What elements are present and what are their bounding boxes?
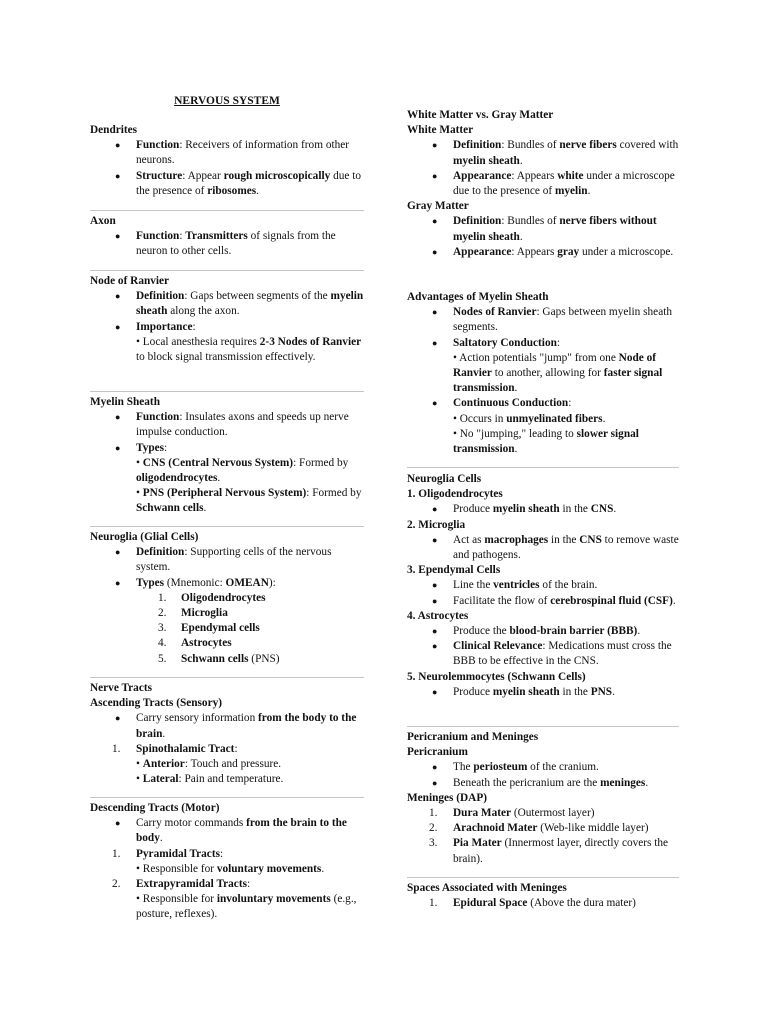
divider xyxy=(90,210,364,211)
bullet-icon: ● xyxy=(115,547,121,558)
list-item: ● Function: Receivers of information from other neurons. xyxy=(115,139,350,167)
subsection-heading: Pericranium xyxy=(407,746,468,759)
list-item: ● Structure: Appear rough microscopically due to the presence of ribosomes. xyxy=(115,169,361,197)
bullet-icon: ● xyxy=(432,216,438,227)
list-item: 1. Epidural Space (Above the dura mater) xyxy=(429,897,636,910)
section-nerve-tracts xyxy=(90,681,364,787)
section-heading: Spaces Associated with Meninges xyxy=(407,882,567,894)
list-item: 2. Microglia xyxy=(158,607,228,620)
bullet-icon: ● xyxy=(432,246,438,257)
bullet-icon: ● xyxy=(432,170,438,181)
list-item: ● Definition: Supporting cells of the nervous system. xyxy=(115,546,332,574)
divider xyxy=(90,270,364,271)
divider xyxy=(90,677,364,678)
section-heading: White Matter vs. Gray Matter xyxy=(407,109,554,121)
bullet-icon: ● xyxy=(432,307,438,318)
list-item: 1. Pyramidal Tracts: • Responsible for voluntary movements. xyxy=(112,847,325,875)
subsection-heading: White Matter xyxy=(407,124,474,137)
subsection-heading: Ascending Tracts (Sensory) xyxy=(90,697,223,710)
section-heading: Neuroglia Cells xyxy=(407,473,482,485)
list-item: ● Produce myelin sheath in the PNS. xyxy=(407,685,679,700)
bullet-icon: ● xyxy=(115,231,121,242)
section-heading: Axon xyxy=(90,215,116,227)
subsection-heading: Meninges (DAP) xyxy=(407,791,488,804)
list-item: 1. Dura Mater (Outermost layer) xyxy=(429,807,595,820)
bullet-icon: ● xyxy=(432,641,438,652)
list-item: 5. Schwann cells (PNS) xyxy=(158,652,280,665)
section-neuroglia-cells xyxy=(407,472,679,700)
divider xyxy=(407,726,679,727)
list-item: ● Facilitate the flow of cerebrospinal fluid (CSF). xyxy=(407,594,679,609)
bullet-icon: ● xyxy=(432,686,438,697)
bullet-icon: ● xyxy=(115,170,121,181)
list-item: ● Function: Transmitters of signals from the neuron to other cells. xyxy=(115,230,336,258)
divider xyxy=(90,526,364,527)
section-heading: Descending Tracts (Motor) xyxy=(90,802,220,814)
section-heading: Neuroglia (Glial Cells) xyxy=(90,531,199,543)
list-item: ● Saltatory Conduction: • Action potentials "jump" from one Node of Ranvier to another, allowing for faster signal transmission. xyxy=(432,336,663,395)
list-item: 4. Astrocytes xyxy=(158,637,232,650)
bullet-icon: ● xyxy=(115,291,121,302)
bullet-icon: ● xyxy=(115,442,121,453)
list-item: ● Nodes of Ranvier: Gaps between myelin sheath segments. xyxy=(432,306,672,334)
bullet-icon: ● xyxy=(432,595,438,606)
bullet-icon: ● xyxy=(115,818,121,829)
list-item: ● Importance: • Local anesthesia requires 2-3 Nodes of Ranvier to block signal transmission effectively. xyxy=(115,320,362,364)
list-item: ● Act as macrophages in the CNS to remove waste and pathogens. xyxy=(432,533,679,562)
section-heading: Pericranium and Meninges xyxy=(407,731,539,743)
section-neuroglia xyxy=(90,530,364,667)
section-axon xyxy=(90,214,364,260)
list-item: ● Line the ventricles of the brain. xyxy=(407,578,679,593)
divider xyxy=(90,797,364,798)
list-item: ● Definition: Bundles of nerve fibers covered with myelin sheath. xyxy=(432,139,679,167)
section-dendrites xyxy=(90,123,364,199)
list-item: ● Function: Insulates axons and speeds up nerve impulse conduction. xyxy=(115,411,349,439)
list-item: ● Clinical Relevance: Medications must cross the BBB to be effective in the CNS. xyxy=(432,640,672,668)
section-pericranium-meninges xyxy=(407,730,679,867)
glial-types-list xyxy=(90,591,364,667)
list-item: 2. Arachnoid Mater (Web-like middle layer) xyxy=(429,822,649,835)
divider xyxy=(407,877,679,878)
subsection-heading: Gray Matter xyxy=(407,200,469,213)
list-item: 3. Pia Mater (Innermost layer, directly covers the brain). xyxy=(429,837,669,865)
list-item: ● Continuous Conduction: • Occurs in unmyelinated fibers. • No "jumping," leading to slower signal transmission. xyxy=(432,397,639,456)
bullet-icon: ● xyxy=(432,777,438,788)
list-item: ● Produce the blood-brain barrier (BBB). xyxy=(407,624,679,639)
section-heading: Node of Ranvier xyxy=(90,275,170,287)
section-descending-tracts xyxy=(90,801,364,923)
subsection-heading: 3. Ependymal Cells xyxy=(407,564,501,577)
section-spaces-meninges xyxy=(407,881,679,911)
bullet-icon: ● xyxy=(432,140,438,151)
list-item: ● Appearance: Appears white under a microscope due to the presence of myelin. xyxy=(432,169,675,198)
bullet-icon: ● xyxy=(432,398,438,409)
list-item: 2. Extrapyramidal Tracts: • Responsible for involuntary movements (e.g., posture, reflexes). xyxy=(112,878,357,921)
bullet-icon: ● xyxy=(115,713,121,724)
section-advantages-myelin xyxy=(407,290,679,457)
bullet-icon: ● xyxy=(115,321,121,332)
list-item: ● Appearance: Appears gray under a microscope. xyxy=(407,245,679,260)
section-heading: Advantages of Myelin Sheath xyxy=(407,291,549,303)
section-node-of-ranvier xyxy=(90,274,364,365)
list-item: ● The periosteum of the cranium. xyxy=(407,760,679,775)
list-item: ● Beneath the pericranium are the meninges. xyxy=(407,776,679,791)
bullet-icon: ● xyxy=(115,140,121,151)
list-item: ● Definition: Gaps between segments of the myelin sheath along the axon. xyxy=(115,290,364,318)
list-item: ● Carry motor commands from the brain to the body. xyxy=(115,817,347,845)
bullet-icon: ● xyxy=(432,626,438,637)
bullet-icon: ● xyxy=(115,412,121,423)
subsection-heading: 1. Oligodendrocytes xyxy=(407,488,503,501)
subsection-heading: 5. Neurolemmocytes (Schwann Cells) xyxy=(407,670,586,683)
list-item: ● Types (Mnemonic: OMEAN): xyxy=(90,576,364,591)
list-item: 3. Ependymal cells xyxy=(158,622,260,635)
bullet-icon: ● xyxy=(115,577,121,588)
list-item: 1. Spinothalamic Tract: • Anterior: Touch and pressure. • Lateral: Pain and temperature. xyxy=(112,742,284,786)
divider xyxy=(407,467,679,468)
section-heading: Dendrites xyxy=(90,124,138,136)
list-item: 1. Oligodendrocytes xyxy=(158,591,266,604)
section-heading: Myelin Sheath xyxy=(90,396,160,408)
subsection-heading: 2. Microglia xyxy=(407,518,466,531)
section-myelin-sheath xyxy=(90,395,364,517)
list-item: ● Definition: Bundles of nerve fibers without myelin sheath. xyxy=(432,215,657,243)
page-title: NERVOUS SYSTEM xyxy=(174,95,280,107)
bullet-icon: ● xyxy=(432,504,438,515)
section-white-vs-gray xyxy=(407,108,679,260)
list-item: ● Carry sensory information from the body to the brain. xyxy=(115,712,357,740)
list-item: ● Types: • CNS (Central Nervous System): Formed by oligodendrocytes. • PNS (Peripheral Nervous System): Formed by Schwann cells. xyxy=(115,441,362,515)
section-heading: Nerve Tracts xyxy=(90,682,153,694)
bullet-icon: ● xyxy=(432,534,438,545)
bullet-icon: ● xyxy=(432,762,438,773)
subsection-heading: 4. Astrocytes xyxy=(407,609,469,622)
bullet-icon: ● xyxy=(432,337,438,348)
divider xyxy=(90,391,364,392)
bullet-icon: ● xyxy=(432,580,438,591)
list-item: ● Produce myelin sheath in the CNS. xyxy=(407,502,679,517)
